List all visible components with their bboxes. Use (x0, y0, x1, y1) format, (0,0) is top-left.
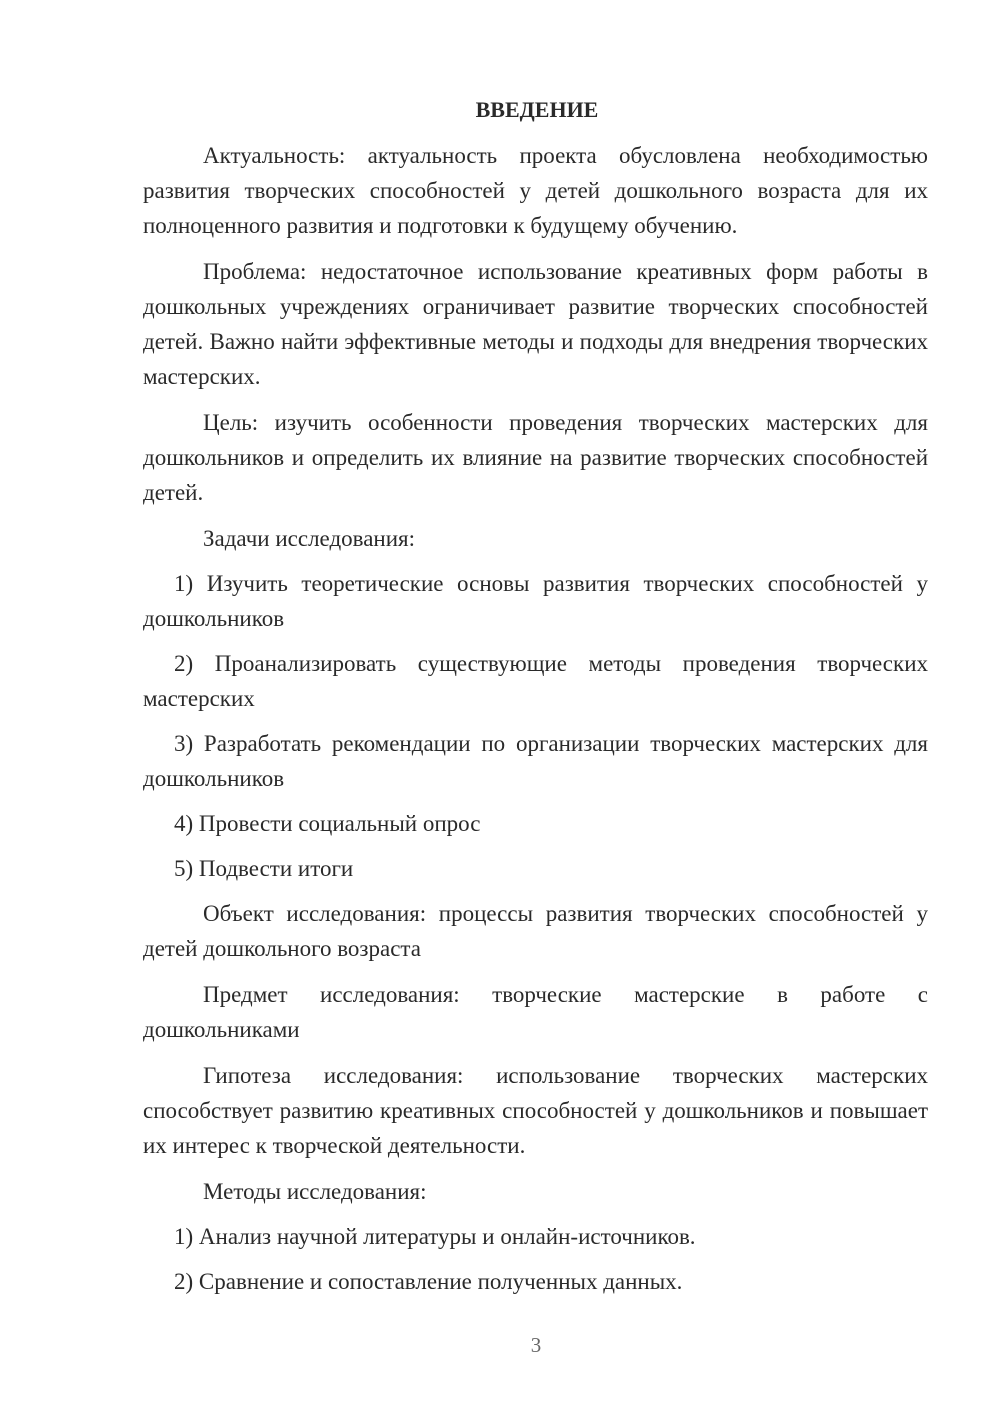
task-item: 1) Изучить теоретические основы развития творческих способностей у дошкольников (143, 571, 928, 631)
tasks-heading: Задачи исследования: (203, 526, 416, 551)
relevance-paragraph: Актуальность: актуальность проекта обусловлена необходимостью развития творческих способностей у детей дошкольного возраста для их полноценного развития и подготовки к будущему обучению. (143, 143, 928, 238)
method-item: 1) Анализ научной литературы и онлайн-источников. (174, 1224, 696, 1249)
task-item: 3) Разработать рекомендации по организации творческих мастерских для дошкольников (143, 731, 928, 791)
task-item: 5) Подвести итоги (174, 856, 354, 881)
goal-paragraph: Цель: изучить особенности проведения творческих мастерских для дошкольников и определить их влияние на развитие творческих способностей детей. (143, 410, 928, 505)
document-title: ВВЕДЕНИЕ (475, 97, 599, 122)
task-item: 2) Проанализировать существующие методы проведения творческих мастерских (143, 651, 928, 711)
subject-paragraph: Предмет исследования: творческие мастерские в работе с дошкольниками (143, 982, 928, 1042)
methods-heading: Методы исследования: (203, 1179, 427, 1204)
problem-paragraph: Проблема: недостаточное использование креативных форм работы в дошкольных учреждениях ограничивает развитие творческих способностей детей. Важно найти эффективные методы и подходы для внедрения творческих мастерских. (143, 259, 928, 389)
task-item: 4) Провести социальный опрос (174, 811, 481, 836)
hypothesis-paragraph: Гипотеза исследования: использование творческих мастерских способствует развитию креативных способностей у дошкольников и повышает их интерес к творческой деятельности. (143, 1063, 928, 1158)
document-page (143, 95, 928, 1309)
object-paragraph: Объект исследования: процессы развития творческих способностей у детей дошкольного возраста (143, 901, 928, 961)
page-number: 3 (530, 1333, 542, 1357)
method-item: 2) Сравнение и сопоставление полученных данных. (174, 1269, 683, 1294)
